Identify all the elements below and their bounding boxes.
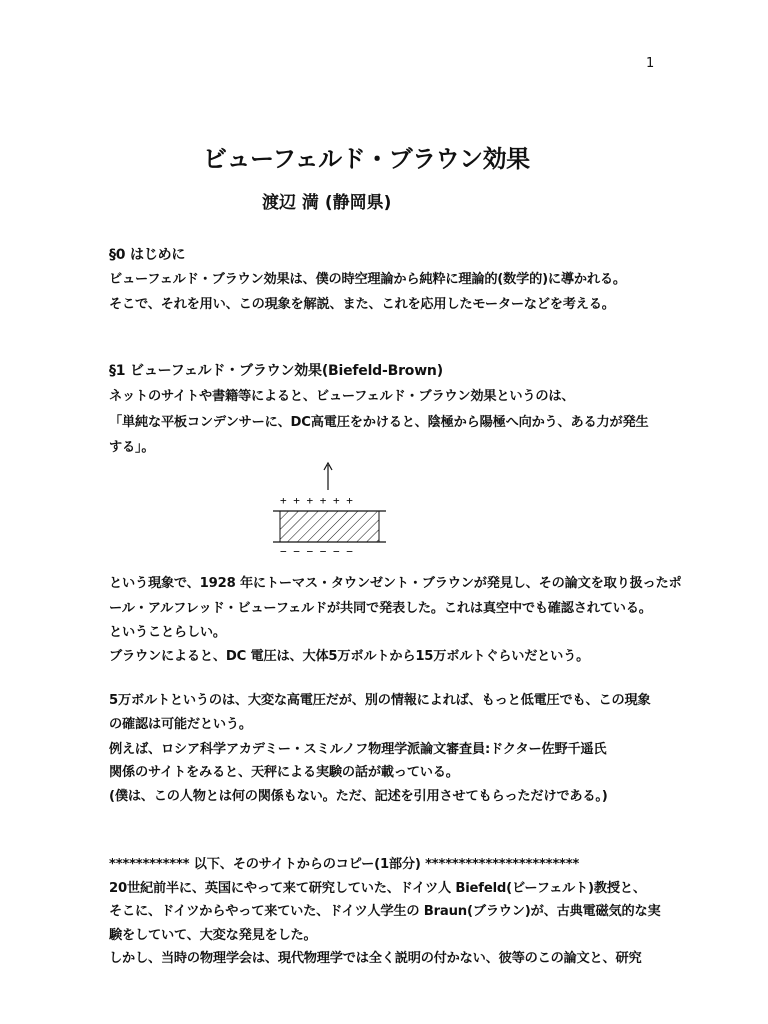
section-1-line-3: する」。 xyxy=(109,440,155,455)
paragraph2-line-2: の確認は可能だという。 xyxy=(109,717,252,732)
section-0-line-2: そこで、それを用い、この現象を解説、また、これを応用したモーターなどを考える。 xyxy=(109,297,615,312)
capacitor-diagram xyxy=(270,460,390,560)
paragraph2-line-4: 関係のサイトをみると、天秤による実験の話が載っている。 xyxy=(109,765,459,780)
paragraph2-line-1: 5万ボルトというのは、大変な高電圧だが、別の情報によれば、もっと低電圧でも、この現象 xyxy=(109,693,651,708)
negative-charges: − − − − − − xyxy=(280,545,353,558)
capacitor-dielectric xyxy=(280,511,379,542)
document-title: ビューフェルド・ブラウン効果 xyxy=(203,145,530,173)
quote-banner: ************ 以下、そのサイトからのコピー(1部分) *********************** xyxy=(109,857,580,872)
section-1-after-4: ブラウンによると、DC 電圧は、大体5万ボルトから15万ボルトぐらいだという。 xyxy=(109,649,590,664)
section-1-after-2: ール・アルフレッド・ビューフェルドが共同で発表した。これは真空中でも確認されている。 xyxy=(109,601,652,616)
quote-line-4: しかし、当時の物理学会は、現代物理学では全く説明の付かない、彼等のこの論文と、研究 xyxy=(109,951,642,966)
section-0-line-1: ビューフェルド・ブラウン効果は、僕の時空理論から純粋に理論的(数学的)に導かれる。 xyxy=(109,272,626,287)
section-1-after-3: ということらしい。 xyxy=(109,625,226,640)
force-arrow-icon xyxy=(324,463,332,490)
quote-line-2: そこに、ドイツからやって来ていた、ドイツ人学生の Braun(ブラウン)が、古典電磁気的な実 xyxy=(109,904,661,919)
document-author: 渡辺 満 (静岡県) xyxy=(262,193,392,213)
positive-charges: + + + + + + xyxy=(280,494,353,507)
section-1-line-2: 「単純な平板コンデンサーに、DC高電圧をかけると、陰極から陽極へ向かう、ある力が発生 xyxy=(109,415,649,430)
section-1-heading: §1 ビューフェルド・ブラウン効果(Biefeld-Brown) xyxy=(109,363,443,379)
section-1-line-1: ネットのサイトや書籍等によると、ビューフェルド・ブラウン効果というのは、 xyxy=(109,389,575,404)
paragraph2-line-3: 例えば、ロシア科学アカデミー・スミルノフ物理学派論文審査員:ドクター佐野千遥氏 xyxy=(109,742,607,757)
page-number: 1 xyxy=(646,56,655,71)
paragraph2-line-5: (僕は、この人物とは何の関係もない。ただ、記述を引用させてもらっただけである。) xyxy=(109,789,608,804)
quote-line-1: 20世紀前半に、英国にやって来て研究していた、ドイツ人 Biefeld(ビーフェルト)教授と、 xyxy=(109,881,646,896)
section-0-heading: §0 はじめに xyxy=(109,247,186,263)
section-1-after-1: という現象で、1928 年にトーマス・タウンゼント・ブラウンが発見し、その論文を取り扱ったポ xyxy=(109,576,682,591)
quote-line-3: 験をしていて、大変な発見をした。 xyxy=(109,928,317,943)
